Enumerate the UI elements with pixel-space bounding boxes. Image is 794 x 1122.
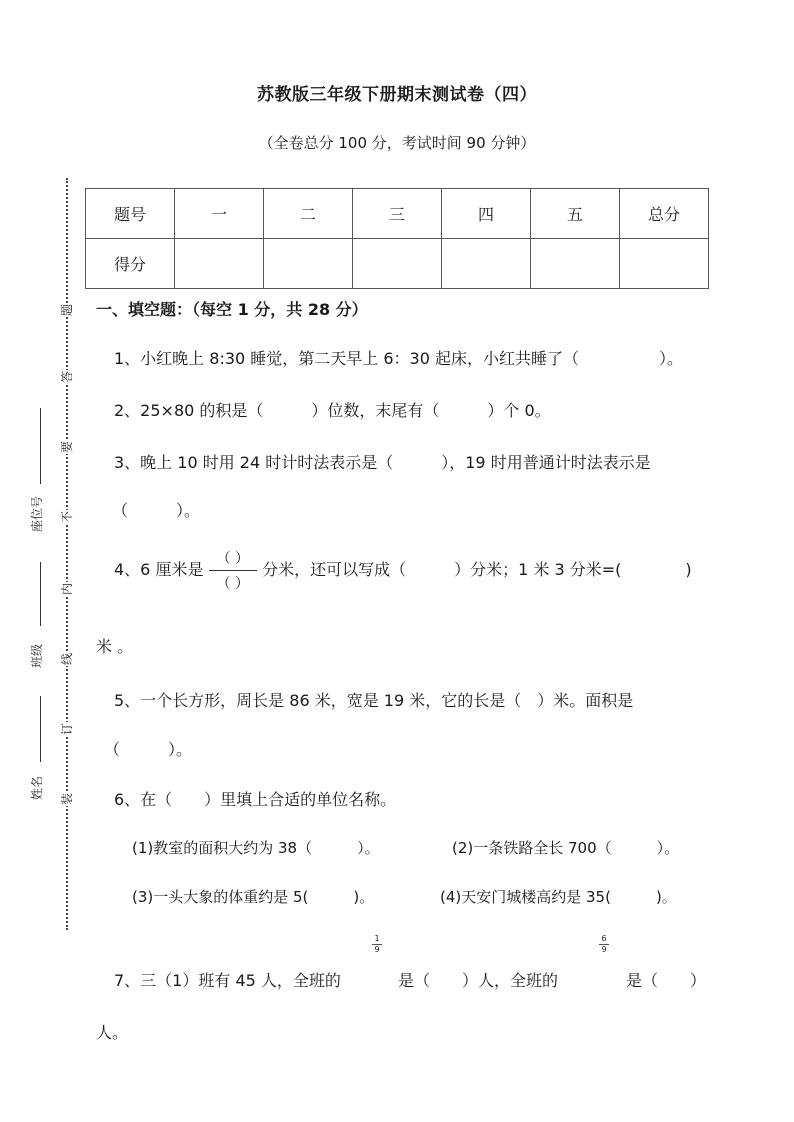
question-6-2: (2)一条铁路全长 700（ ）。 (452, 839, 680, 857)
question-7-fraction-2 (599, 934, 609, 955)
question-4-line2: 米 。 (96, 637, 134, 656)
score-header-cell: 三 (353, 189, 442, 239)
score-table-score-row (86, 239, 709, 289)
score-cell[interactable] (264, 239, 353, 289)
binding-dotted-line (66, 178, 68, 930)
score-table (85, 188, 709, 289)
fraction-denominator: 9 (374, 945, 380, 954)
margin-char: 题 (60, 304, 74, 317)
question-6-4: (4)天安门城楼高约是 35( )。 (440, 888, 677, 906)
question-4-prefix: 4、6 厘米是 (114, 560, 204, 579)
class-label: 班级 (30, 643, 44, 668)
seat-number-label: 座位号 (30, 495, 44, 532)
margin-char: 订 (60, 723, 74, 736)
margin-char: 答 (60, 371, 74, 384)
section-title: 一、填空题：（每空 1 分，共 28 分） (96, 300, 368, 319)
question-1: 1、小红晚上 8:30 睡觉，第二天早上 6：30 起床，小红共睡了（ ）。 (114, 349, 683, 368)
question-6-1: (1)教室的面积大约为 38（ ）。 (132, 839, 380, 857)
question-6: 6、在（ ）里填上合适的单位名称。 (114, 790, 397, 809)
score-header-cell: 五 (531, 189, 620, 239)
score-header-cell: 二 (264, 189, 353, 239)
question-4-suffix: 分米，还可以写成（ ）分米；1 米 3 分米=( ) (262, 560, 692, 579)
page-title: 苏教版三年级下册期末测试卷（四） (257, 85, 537, 105)
fraction-numerator: 6 (599, 934, 609, 945)
fraction-denominator: （ ） (216, 576, 249, 592)
question-5-line1: 5、一个长方形，周长是 86 米，宽是 19 米，它的长是（ ）米。面积是 (114, 691, 634, 710)
margin-char: 要 (60, 441, 74, 454)
question-4-fraction (209, 548, 257, 593)
question-7-part-c: 是（ ） (626, 971, 707, 990)
score-row-label: 得分 (86, 239, 175, 289)
question-7-part-b: 是（ ）人，全班的 (398, 971, 559, 990)
question-7-part-a: 7、三（1）班有 45 人，全班的 (114, 971, 341, 990)
question-3-line1: 3、晚上 10 时用 24 时计时法表示是（ ），19 时用普通计时法表示是 (114, 453, 651, 472)
score-header-cell: 题号 (86, 189, 175, 239)
question-4 (114, 548, 692, 593)
fraction-numerator: 1 (372, 934, 382, 945)
question-5-line2: （ ）。 (104, 740, 193, 759)
score-cell[interactable] (620, 239, 709, 289)
margin-char: 内 (60, 583, 74, 596)
score-header-cell: 一 (175, 189, 264, 239)
question-6-3: (3)一头大象的体重约是 5( )。 (132, 888, 375, 906)
fraction-denominator: 9 (601, 945, 607, 954)
score-header-cell: 总分 (620, 189, 709, 239)
page-subtitle: （全卷总分 100 分，考试时间 90 分钟） (258, 134, 536, 152)
name-label: 姓名 (30, 775, 44, 800)
question-3-line2: （ ）。 (112, 501, 201, 520)
score-cell[interactable] (353, 239, 442, 289)
score-header-cell: 四 (442, 189, 531, 239)
margin-char: 装 (60, 793, 74, 806)
margin-char: 不 (60, 511, 74, 524)
question-7-fraction-1 (372, 934, 382, 955)
score-cell[interactable] (531, 239, 620, 289)
margin-char: 线 (60, 653, 74, 666)
name-line (40, 696, 41, 762)
question-2: 2、25×80 的积是（ ）位数，末尾有（ ）个 0。 (114, 401, 551, 420)
fraction-numerator: （ ） (209, 548, 257, 571)
score-cell[interactable] (442, 239, 531, 289)
score-table-header-row (86, 189, 709, 239)
question-7-line2: 人。 (96, 1023, 129, 1042)
class-line (40, 562, 41, 626)
score-cell[interactable] (175, 239, 264, 289)
seat-number-line (40, 408, 41, 484)
